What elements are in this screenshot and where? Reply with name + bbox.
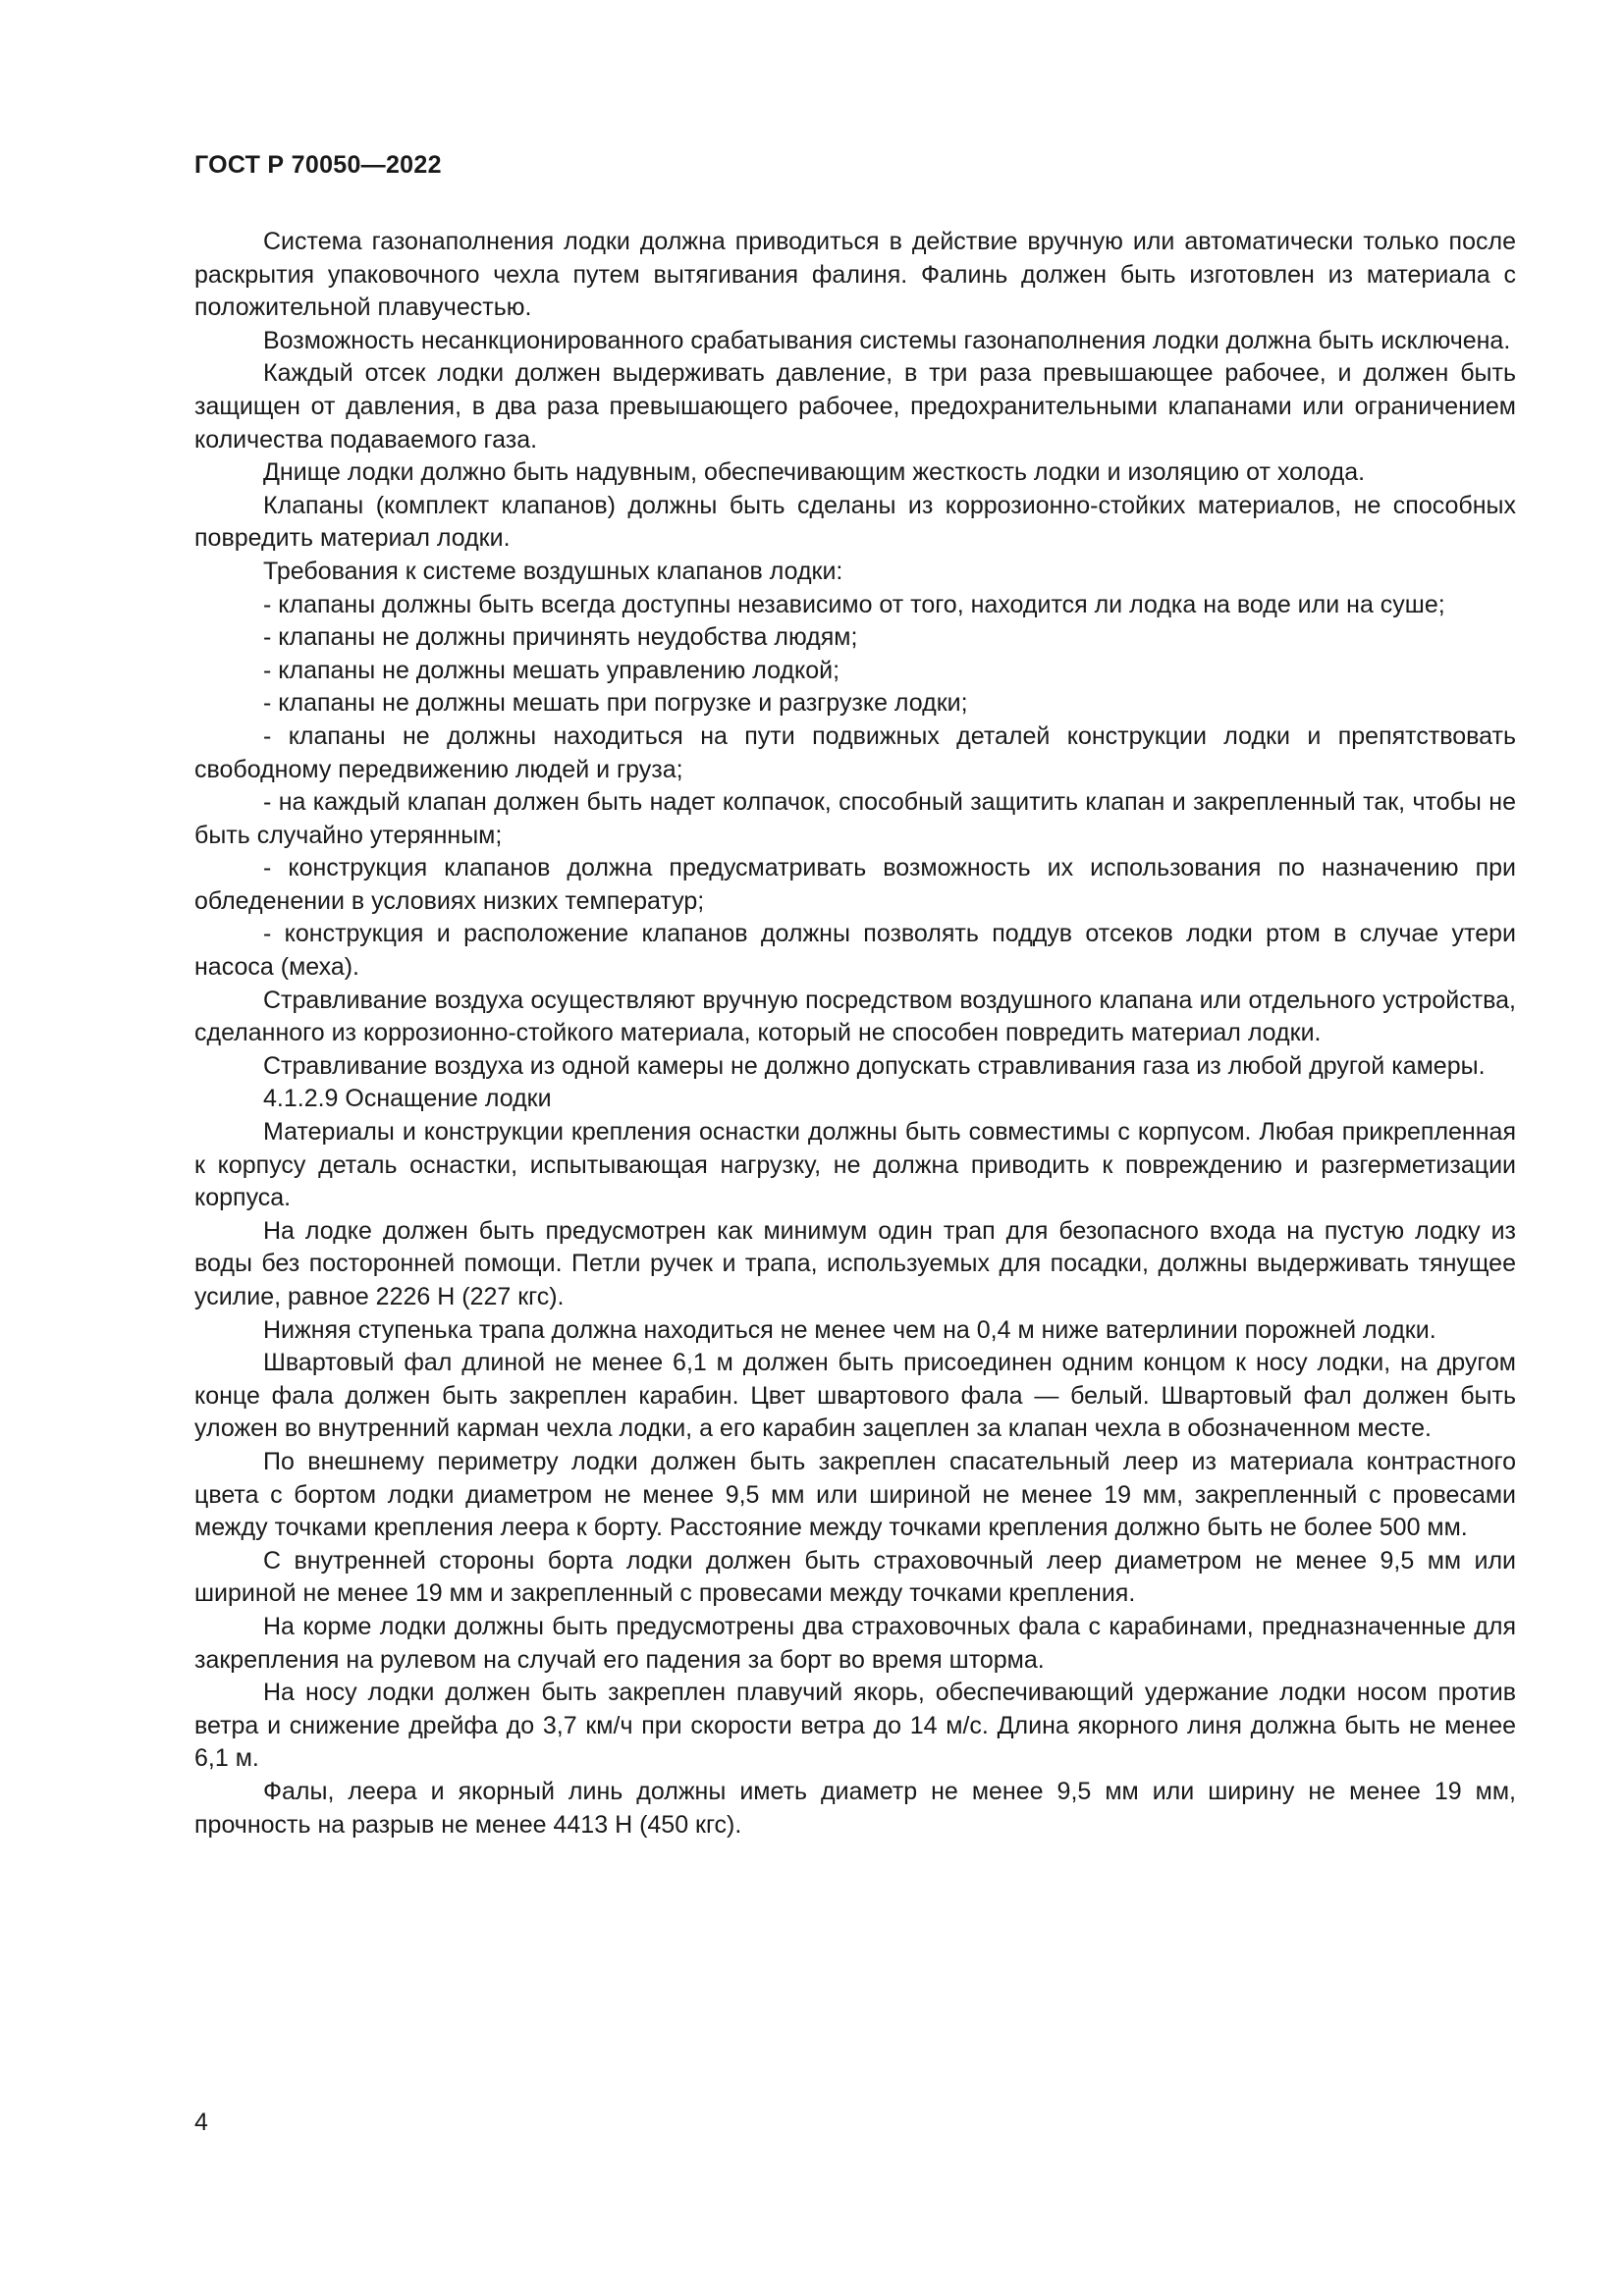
paragraph: На носу лодки должен быть закреплен плавучий якорь, обеспечивающий удержание лодки носом против ветра и снижение дрейфа до 3,7 км/ч при скорости ветра до 14 м/с. Длина якорного линя должна быть не менее 6,1 м. xyxy=(194,1679,1516,1773)
paragraph: Требования к системе воздушных клапанов лодки: xyxy=(263,557,843,585)
list-item: - клапаны должны быть всегда доступны независимо от того, находится ли лодка на воде или на суше; xyxy=(263,590,1445,618)
paragraph: Фалы, леера и якорный линь должны иметь диаметр не менее 9,5 мм или ширину не менее 19 мм, прочность на разрыв не менее 4413 Н (450 кгс). xyxy=(194,1777,1516,1839)
paragraph: Клапаны (комплект клапанов) должны быть сделаны из коррозионно-стойких материалов, не способных повредить материал лодки. xyxy=(194,491,1516,553)
page-number: 4 xyxy=(194,2109,208,2136)
paragraph: Швартовый фал длиной не менее 6,1 м должен быть присоединен одним концом к носу лодки, на другом конце фала должен быть закреплен карабин. Цвет швартового фала — белый. Швартовый фал должен быть уложен во внутренний карман чехла лодки, а его карабин зацеплен за клапан чехла в обозначенном месте. xyxy=(194,1349,1516,1443)
list-item: - клапаны не должны мешать управлению лодкой; xyxy=(263,656,840,684)
paragraph: Днище лодки должно быть надувным, обеспечивающим жесткость лодки и изоляцию от холода. xyxy=(263,458,1366,487)
paragraph: Материалы и конструкции крепления оснастки должны быть совместимы с корпусом. Любая прикрепленная к корпусу деталь оснастки, испытывающая нагрузку, не должна приводить к повреждению и разгерметизации корпуса. xyxy=(194,1118,1516,1212)
paragraph: Нижняя ступенька трапа должна находиться не менее чем на 0,4 м ниже ватерлинии порожней лодки. xyxy=(263,1315,1436,1344)
paragraph: С внутренней стороны борта лодки должен быть страховочный леер диаметром не менее 9,5 мм или шириной не менее 19 мм и закрепленный с провесами между точками крепления. xyxy=(194,1546,1516,1608)
document-body xyxy=(194,226,1516,1842)
list-item: - конструкция клапанов должна предусматривать возможность их использования по назначению при обледенении в условиях низких температур; xyxy=(194,854,1516,915)
paragraph: Каждый отсек лодки должен выдерживать давление, в три раза превышающее рабочее, и должен быть защищен от давления, в два раза превышающего рабочее, предохранительными клапанами или ограничением количества подаваемого газа. xyxy=(194,359,1516,454)
list-item: - конструкция и расположение клапанов должны позволять поддув отсеков лодки ртом в случае утери насоса (меха). xyxy=(194,920,1516,982)
list-item: - клапаны не должны причинять неудобства людям; xyxy=(263,623,858,652)
paragraph: Стравливание воздуха осуществляют вручную посредством воздушного клапана или отдельного устройства, сделанного из коррозионно-стойкого материала, который не способен повредить материал лодки. xyxy=(194,986,1516,1047)
section-heading: 4.1.2.9 Оснащение лодки xyxy=(263,1085,552,1113)
list-item: - клапаны не должны мешать при погрузке и разгрузке лодки; xyxy=(263,689,968,718)
paragraph: Возможность несанкционированного срабатывания системы газонаполнения лодки должна быть исключена. xyxy=(263,326,1511,354)
paragraph: На лодке должен быть предусмотрен как минимум один трап для безопасного входа на пустую лодку из воды без посторонней помощи. Петли ручек и трапа, используемых для посадки, должны выдерживать тянущее усилие, равное 2226 Н (227 кгс). xyxy=(194,1216,1516,1310)
list-item: - клапаны не должны находиться на пути подвижных деталей конструкции лодки и препятствовать свободному передвижению людей и груза; xyxy=(194,721,1516,783)
paragraph: По внешнему периметру лодки должен быть закреплен спасательный леер из материала контрастного цвета с бортом лодки диаметром не менее 9,5 мм или шириной не менее 19 мм, закрепленный с провесами между точками крепления леера к борту. Расстояние между точками крепления должно быть не более 500 мм. xyxy=(194,1447,1516,1542)
paragraph: Система газонаполнения лодки должна приводиться в действие вручную или автоматически только после раскрытия упаковочного чехла путем вытягивания фалиня. Фалинь должен быть изготовлен из материала с положительной плавучестью. xyxy=(194,228,1516,322)
paragraph: На корме лодки должны быть предусмотрены два страховочных фала с карабинами, предназначенные для закрепления на рулевом на случай его падения за борт во время шторма. xyxy=(194,1612,1516,1674)
list-item: - на каждый клапан должен быть надет колпачок, способный защитить клапан и закрепленный так, чтобы не быть случайно утерянным; xyxy=(194,788,1516,849)
paragraph: Стравливание воздуха из одной камеры не должно допускать стравливания газа из любой другой камеры. xyxy=(263,1051,1486,1080)
document-header: ГОСТ Р 70050—2022 xyxy=(194,151,442,179)
